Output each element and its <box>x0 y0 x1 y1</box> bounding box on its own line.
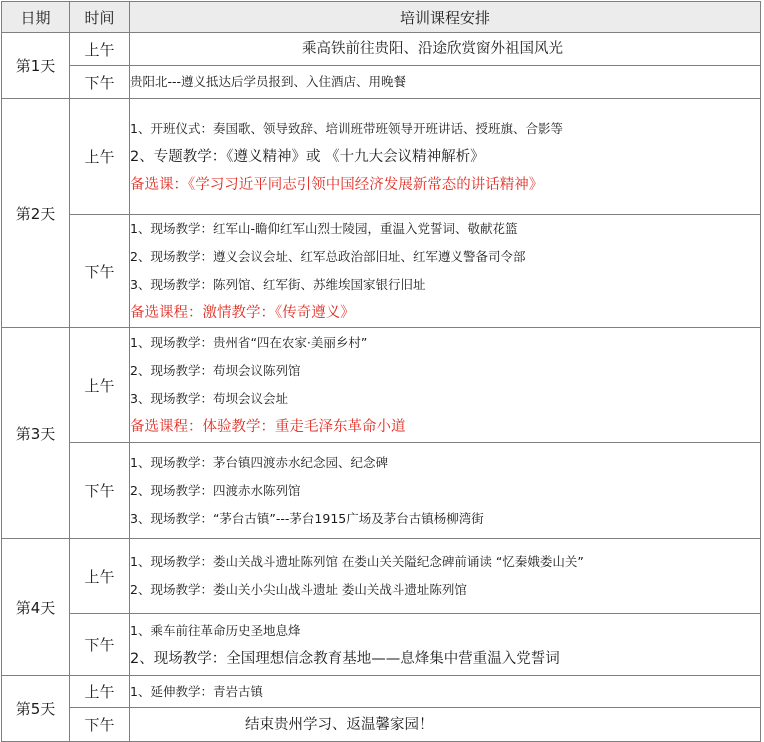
session-content <box>130 328 761 443</box>
activity-line: 1、现场教学：红军山-瞻仰红军山烈士陵园，重温入党誓词、敬献花篮 <box>130 221 518 236</box>
session-content <box>130 66 761 99</box>
activity-line: 2、现场教学：四渡赤水陈列馆 <box>130 482 301 498</box>
session-content <box>130 99 761 215</box>
session-time: 下午 <box>70 614 130 676</box>
session-time: 上午 <box>70 328 130 443</box>
session-time: 上午 <box>70 539 130 614</box>
schedule-row <box>2 66 761 99</box>
header-row <box>2 2 761 33</box>
activity-line: 2、现场教学：遵义会议会址、红军总政治部旧址、红军遵义警备司令部 <box>130 249 526 264</box>
activity-line: 3、现场教学：“茅台古镇”---茅台1915广场及茅台古镇杨柳湾街 <box>130 510 484 526</box>
day-label: 第5天 <box>2 676 70 742</box>
schedule-row <box>2 215 761 328</box>
activity-line: 贵阳北---遵义抵达后学员报到、入住酒店、用晚餐 <box>130 74 407 89</box>
session-content <box>130 33 761 66</box>
schedule-row <box>2 328 761 443</box>
session-time: 下午 <box>70 708 130 742</box>
activity-line: 结束贵州学习、返温馨家园！ <box>245 716 434 733</box>
schedule-row <box>2 614 761 676</box>
schedule-table <box>1 1 761 742</box>
schedule-row <box>2 539 761 614</box>
session-time: 下午 <box>70 443 130 539</box>
day-label: 第3天 <box>2 328 70 539</box>
session-content <box>130 443 761 539</box>
schedule-row <box>2 708 761 742</box>
activity-line: 2、专题教学：《遵义精神》或 《十九大会议精神解析》 <box>130 148 485 165</box>
day-label: 第4天 <box>2 539 70 676</box>
day-label: 第1天 <box>2 33 70 99</box>
activity-line: 1、现场教学：娄山关战斗遗址陈列馆 在娄山关关隘纪念碑前诵读 “忆秦娥娄山关” <box>130 554 584 569</box>
schedule-row <box>2 99 761 215</box>
activity-line: 2、现场教学：全国理想信念教育基地——息烽集中营重温入党誓词 <box>130 650 560 667</box>
activity-line: 3、现场教学：苟坝会议会址 <box>130 391 288 406</box>
schedule-row <box>2 33 761 66</box>
session-time: 上午 <box>70 33 130 66</box>
session-time: 上午 <box>70 676 130 708</box>
session-content <box>130 676 761 708</box>
session-content <box>130 614 761 676</box>
session-time: 上午 <box>70 99 130 215</box>
session-content <box>130 215 761 328</box>
activity-line: 1、现场教学：贵州省“四在农家·美丽乡村” <box>130 335 368 350</box>
header-time: 时间 <box>70 2 130 33</box>
optional-course-line: 备选课：《学习习近平同志引领中国经济发展新常态的讲话精神》 <box>130 176 544 193</box>
optional-course-line: 备选课程：体验教学：重走毛泽东革命小道 <box>130 419 406 435</box>
day-label: 第2天 <box>2 99 70 328</box>
activity-line: 3、现场教学：陈列馆、红军街、苏维埃国家银行旧址 <box>130 277 426 292</box>
activity-line: 2、现场教学：娄山关小尖山战斗遗址 娄山关战斗遗址陈列馆 <box>130 582 467 597</box>
schedule-row <box>2 443 761 539</box>
header-schedule: 培训课程安排 <box>130 2 761 33</box>
activity-line: 乘高铁前往贵阳、沿途欣赏窗外祖国风光 <box>302 41 563 57</box>
session-time: 下午 <box>70 215 130 328</box>
session-content <box>130 539 761 614</box>
activity-line: 2、现场教学：苟坝会议陈列馆 <box>130 363 301 378</box>
session-content <box>130 708 761 742</box>
schedule-row <box>2 676 761 708</box>
activity-line: 1、乘车前往革命历史圣地息烽 <box>130 622 301 638</box>
schedule-body <box>2 33 761 742</box>
header-date: 日期 <box>2 2 70 33</box>
session-time: 下午 <box>70 66 130 99</box>
activity-line: 1、延伸教学：青岩古镇 <box>130 683 263 699</box>
activity-line: 1、现场教学：茅台镇四渡赤水纪念园、纪念碑 <box>130 454 388 470</box>
activity-line: 1、开班仪式：奏国歌、领导致辞、培训班带班领导开班讲话、授班旗、合影等 <box>130 120 563 136</box>
optional-course-line: 备选课程：激情教学：《传奇遵义》 <box>130 305 355 321</box>
